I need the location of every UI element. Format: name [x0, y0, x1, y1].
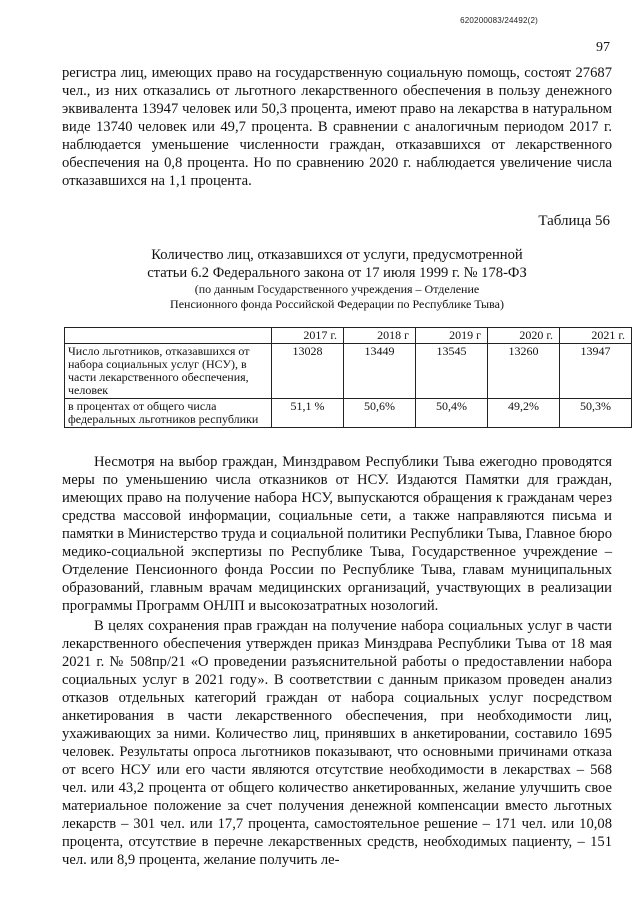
table-title-line-2: статьи 6.2 Федерального закона от 17 июля 1999 г. № 178-ФЗ — [147, 265, 527, 281]
table-caption — [62, 246, 612, 312]
table-cell: 13028 — [272, 344, 344, 399]
table-label: Таблица 56 — [538, 213, 610, 229]
document-id: 620200083/24492(2) — [460, 16, 538, 25]
paragraph-intro: регистра лиц, имеющих право на государственную социальную помощь, состоят 27687 чел., из них отказались от льготного лекарственного обеспечения в пользу денежного эквивалента 13947 человек или 50,3 процента, имеют право на лекарства в натуральном виде 13740 человек или 49,7 процента. В сравнении с аналогичным периодом 2017 г. наблюдается уменьшение численности граждан, отказавшихся от лекарственного обеспечения на 0,8 процента. Но по сравнению 2020 г. наблюдается увеличение числа отказавшихся на 1,1 процента. — [62, 65, 612, 189]
page-number: 97 — [596, 40, 610, 55]
column-header: 2020 г. — [488, 328, 560, 344]
column-header: 2021 г. — [560, 328, 632, 344]
row-label: Число льготников, отказавшихся от набора социальных услуг (НСУ), в части лекарственного обеспечения, человек — [65, 344, 272, 399]
table-cell: 50,3% — [560, 399, 632, 428]
table-cell: 50,4% — [416, 399, 488, 428]
table-source-line-2: Пенсионного фонда Российской Федерации по Республике Тыва) — [170, 297, 504, 311]
table-source-line-1: (по данным Государственного учреждения – Отделение — [194, 282, 480, 296]
table-cell: 13947 — [560, 344, 632, 399]
paragraph-measures: Несмотря на выбор граждан, Минздравом Республики Тыва ежегодно проводятся меры по уменьшению числа отказников от НСУ. Издаются Памятки для граждан, имеющих право на получение набора НСУ, выпускаются обращения к гражданам через средства массовой информации, социальные сети, а также направляются письма и памятки в Министерство труда и социальной политики Республики Тыва, Главное бюро медико-социальной экспертизы по Республике Тыва, Государственное учреждение – Отделение Пенсионного фонда России по Республике Тыва, главам муниципальных образований, главным врачам медицинских организаций, участвующих в реализации программы Программ ОНЛП и высокозатратных нозологий. — [62, 454, 612, 614]
header-empty-cell — [65, 328, 272, 344]
paragraph-order: В целях сохранения прав граждан на получение набора социальных услуг в части лекарственного обеспечения утвержден приказ Минздрава Республики Тыва от 18 мая 2021 г. № 508пр/21 «О проведении разъяснительной работы о предоставлении набора социальных услуг в 2021 году». В соответствии с данным приказом проведен анализ отказов отдельных категорий граждан от набора социальных услуг посредством анкетирования в части лекарственного обеспечения, при необходимости лиц, ухаживающих за ними. Количество лиц, принявших в анкетировании, составило 1695 человек. Результаты опроса льготников показывают, что основными причинами отказа от всего НСУ или его части являются отсутствие необходимости в лекарствах – 568 чел. или 43,2 процента от общего количество анкетированных, желание улучшить свое материальное положение за счет получения денежной компенсации вместо льготных лекарств – 301 чел. или 17,7 процента, самостоятельное решение – 171 чел. или 10,08 процента, отсутствие в перечне лекарственных средств, необходимых пациенту, – 151 чел. или 8,9 процента, желание получить ле- — [62, 618, 612, 868]
statistics-table — [64, 327, 632, 428]
column-header: 2018 г — [344, 328, 416, 344]
column-header: 2017 г. — [272, 328, 344, 344]
table-cell: 13260 — [488, 344, 560, 399]
table-row — [65, 399, 632, 428]
table-cell: 13545 — [416, 344, 488, 399]
table-cell: 51,1 % — [272, 399, 344, 428]
table-title-line-1: Количество лиц, отказавшихся от услуги, предусмотренной — [151, 247, 523, 263]
table-cell: 50,6% — [344, 399, 416, 428]
table-cell: 49,2% — [488, 399, 560, 428]
table-cell: 13449 — [344, 344, 416, 399]
row-label: в процентах от общего числа федеральных льготников республики — [65, 399, 272, 428]
table-header-row — [65, 328, 632, 344]
table-row — [65, 344, 632, 399]
column-header: 2019 г — [416, 328, 488, 344]
